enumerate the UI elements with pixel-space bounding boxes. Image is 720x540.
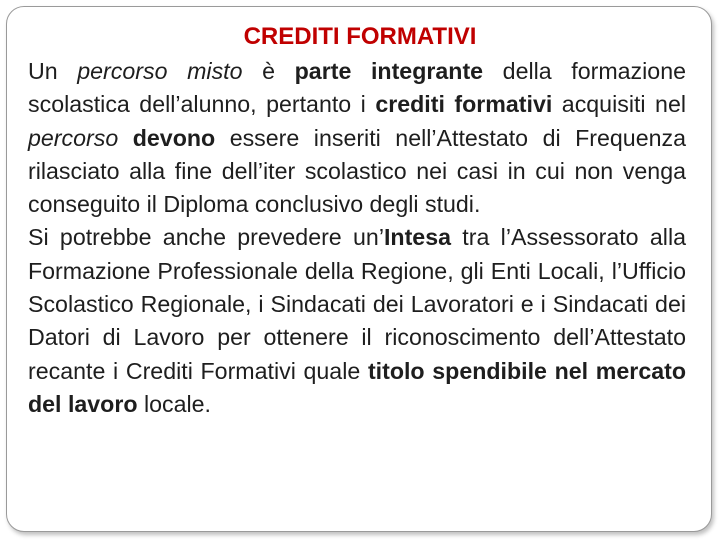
text-run-bold: parte bbox=[294, 58, 352, 84]
paragraph-percorso-misto bbox=[28, 55, 686, 221]
text-run bbox=[167, 58, 187, 84]
text-run: Un bbox=[28, 58, 78, 84]
text-run: tra l’Assessorato alla Formazione Professionale della Regione, gli Enti Locali, l’Ufficio Scolastico Regionale, i Sindacati dei Lavoratori e i Sindacati dei Datori di Lavoro per ottenere il riconoscimento dell’Attestato recante i Crediti Formativi quale bbox=[28, 224, 686, 384]
text-run-bold: Intesa bbox=[383, 224, 451, 251]
text-run-bold: crediti formativi bbox=[375, 91, 553, 118]
text-run-italic: percorso bbox=[77, 58, 168, 84]
slide-title bbox=[0, 22, 720, 52]
text-run: locale. bbox=[137, 390, 211, 417]
text-run: è bbox=[242, 58, 295, 84]
text-run-italic: percorso bbox=[28, 124, 119, 151]
text-run: della formazione scolastica dell’alunno, pertanto i bbox=[28, 58, 686, 118]
slide-body bbox=[28, 55, 686, 421]
text-run-italic: misto bbox=[187, 58, 243, 84]
text-run bbox=[118, 125, 133, 151]
text-run: acquisiti nel bbox=[552, 91, 686, 118]
slide-title-text: CREDITI FORMATIVI bbox=[243, 23, 477, 50]
text-run-bold: integrante bbox=[370, 58, 484, 84]
text-run-bold: devono bbox=[132, 124, 216, 151]
text-run-bold: titolo spendibile nel mercato del lavoro bbox=[28, 357, 686, 417]
text-run: essere inseriti nell’Attestato di Frequenza rilasciato alla fine dell’iter scolastico nei casi in cui non venga conseguito il Diploma conclusivo degli studi. bbox=[28, 124, 686, 218]
text-run bbox=[351, 58, 371, 84]
text-run: Si potrebbe anche prevedere un’ bbox=[28, 224, 384, 251]
paragraph-intesa bbox=[28, 221, 686, 421]
